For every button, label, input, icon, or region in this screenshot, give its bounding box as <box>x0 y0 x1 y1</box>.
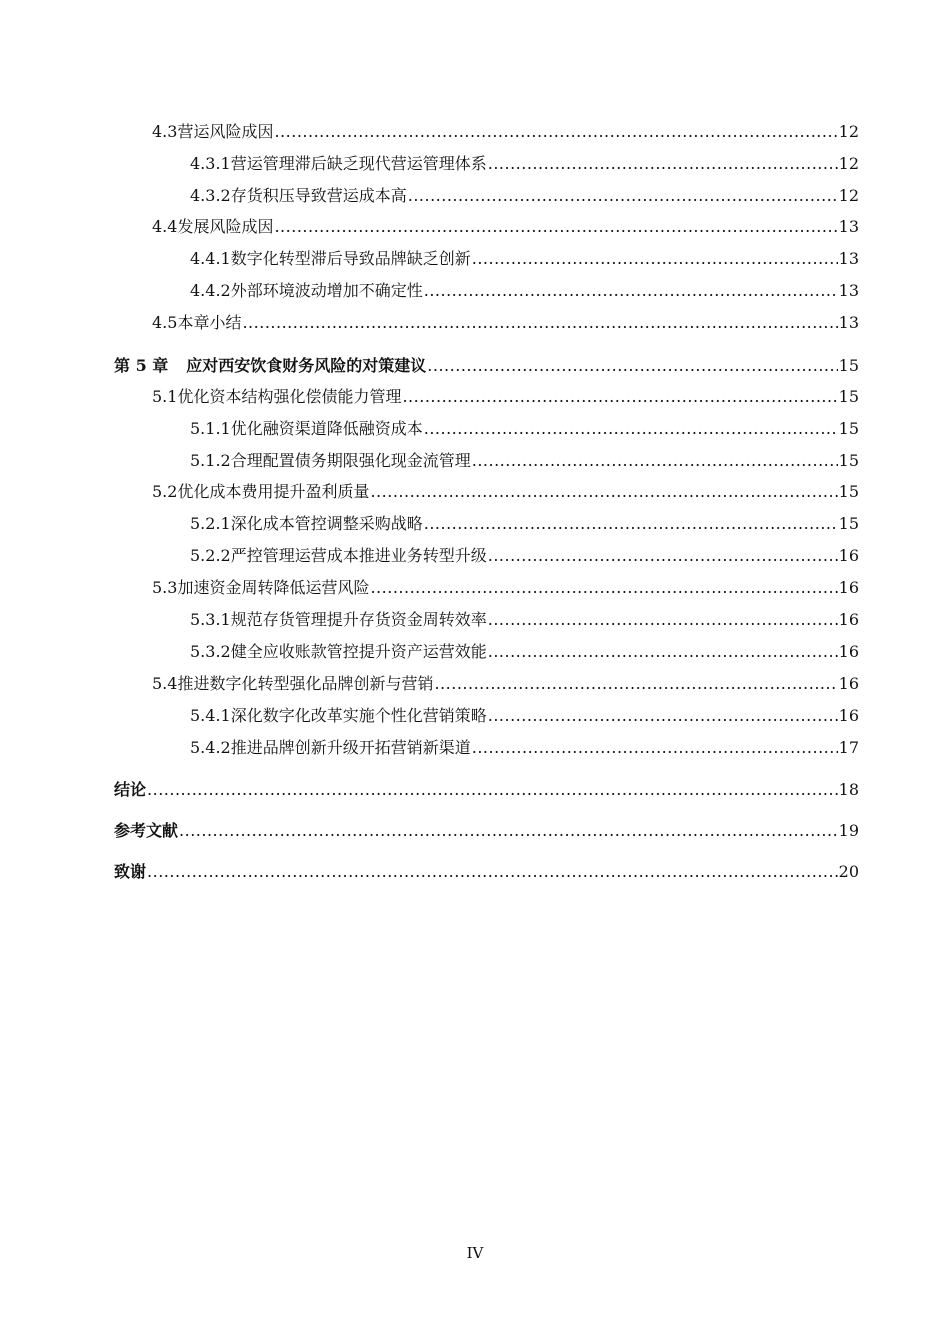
toc-entry-page: 16 <box>838 578 859 597</box>
toc-entry[interactable] <box>114 821 859 841</box>
toc-entry-number: 5.3.2 <box>190 642 231 661</box>
toc-entry-title: 优化融资渠道降低融资成本 <box>230 419 423 438</box>
toc-entry-page: 17 <box>838 738 859 757</box>
dot-leader <box>370 578 837 598</box>
toc-entry[interactable] <box>152 217 859 237</box>
toc-entry[interactable] <box>190 249 859 269</box>
dot-leader <box>242 313 837 333</box>
toc-entry-page: 15 <box>838 451 859 470</box>
toc-entry-number: 5.1.2 <box>190 451 231 470</box>
toc-entry-page: 15 <box>838 419 859 438</box>
toc-entry[interactable] <box>152 674 859 694</box>
toc-entry[interactable] <box>114 356 859 376</box>
toc-entry[interactable] <box>152 578 859 598</box>
dot-leader <box>424 514 838 534</box>
toc-entry-title: 加速资金周转降低运营风险 <box>177 578 370 597</box>
toc-entry-page: 12 <box>838 186 859 205</box>
dot-leader <box>402 387 837 407</box>
toc-entry-title: 规范存货管理提升存货资金周转效率 <box>230 610 487 629</box>
toc-entry-number: 5.2 <box>152 482 178 501</box>
toc-entry-page: 15 <box>838 356 859 375</box>
toc-entry-number: 4.4.2 <box>190 281 231 300</box>
toc-entry-page: 12 <box>838 154 859 173</box>
toc-entry[interactable] <box>190 610 859 630</box>
toc-entry[interactable] <box>190 281 859 301</box>
toc-entry[interactable] <box>190 706 859 726</box>
toc-entry[interactable] <box>190 154 859 174</box>
toc-entry-page: 20 <box>838 862 859 881</box>
toc-entry-title: 严控管理运营成本推进业务转型升级 <box>230 546 487 565</box>
dot-leader <box>472 738 838 758</box>
toc-entry-page: 19 <box>838 821 859 840</box>
dot-leader <box>147 862 838 882</box>
toc-entry[interactable] <box>190 642 859 662</box>
dot-leader <box>488 642 838 662</box>
toc-entry-page: 15 <box>838 482 859 501</box>
toc-entry-title: 深化成本管控调整采购战略 <box>230 514 423 533</box>
toc-entry-title: 健全应收账款管控提升资产运营效能 <box>230 642 487 661</box>
toc-entry-title: 结论 <box>114 780 147 799</box>
toc-entry-number: 5.1.1 <box>190 419 231 438</box>
toc-entry-number: 5.2.1 <box>190 514 231 533</box>
toc-entry[interactable] <box>152 482 859 502</box>
toc-entry-title: 合理配置债务期限强化现金流管理 <box>230 451 471 470</box>
toc-entry[interactable] <box>152 387 859 407</box>
dot-leader <box>274 217 837 237</box>
toc-entry-title: 发展风险成因 <box>177 217 274 236</box>
toc-entry[interactable] <box>114 862 859 882</box>
toc-entry-number: 4.4 <box>152 217 178 236</box>
dot-leader <box>472 249 838 269</box>
dot-leader <box>424 281 838 301</box>
toc-entry-number: 5.4.2 <box>190 738 231 757</box>
toc-entry-title: 存货积压导致营运成本高 <box>230 186 407 205</box>
dot-leader <box>274 122 837 142</box>
toc-entry[interactable] <box>152 313 859 333</box>
toc-entry-page: 18 <box>838 780 859 799</box>
toc-entry-number: 第 5 章 <box>114 356 169 375</box>
toc-entry-title: 致谢 <box>114 862 147 881</box>
toc-entry-page: 16 <box>838 546 859 565</box>
toc-entry[interactable] <box>190 546 859 566</box>
dot-leader <box>179 821 838 841</box>
toc-entry-page: 13 <box>838 313 859 332</box>
dot-leader <box>147 780 838 800</box>
toc-entry[interactable] <box>114 780 859 800</box>
toc-entry-title: 本章小结 <box>177 313 242 332</box>
toc-entry-title: 应对西安饮食财务风险的对策建议 <box>186 356 427 375</box>
toc-entry-title: 推进品牌创新升级开拓营销新渠道 <box>230 738 471 757</box>
toc-entry-page: 13 <box>838 217 859 236</box>
toc-entry-page: 15 <box>838 387 859 406</box>
dot-leader <box>434 674 837 694</box>
toc-entry-number: 4.3 <box>152 122 178 141</box>
toc-entry-title: 参考文献 <box>114 821 179 840</box>
toc-entry-title: 营运管理滞后缺乏现代营运管理体系 <box>230 154 487 173</box>
toc-entry-number: 4.4.1 <box>190 249 231 268</box>
toc-entry[interactable] <box>152 122 859 142</box>
toc-entry[interactable] <box>190 738 859 758</box>
toc-entry-page: 13 <box>838 281 859 300</box>
toc-entry-page: 15 <box>838 514 859 533</box>
toc-entry-page: 16 <box>838 674 859 693</box>
toc-entry-page: 12 <box>838 122 859 141</box>
toc-entry-title: 数字化转型滞后导致品牌缺乏创新 <box>230 249 471 268</box>
toc-entry-title: 推进数字化转型强化品牌创新与营销 <box>177 674 434 693</box>
toc-entry[interactable] <box>190 451 859 471</box>
toc-entry-number: 4.5 <box>152 313 178 332</box>
dot-leader <box>370 482 837 502</box>
dot-leader <box>472 451 838 471</box>
toc-entry-title: 优化资本结构强化偿债能力管理 <box>177 387 402 406</box>
toc-entry[interactable] <box>190 419 859 439</box>
toc-entry-number: 5.2.2 <box>190 546 231 565</box>
toc-entry-number: 5.4.1 <box>190 706 231 725</box>
toc-entry-page: 16 <box>838 610 859 629</box>
dot-leader <box>488 546 838 566</box>
toc-entry-number: 5.3.1 <box>190 610 231 629</box>
dot-leader <box>488 706 838 726</box>
toc-entry-page: 13 <box>838 249 859 268</box>
toc-entry-number: 5.3 <box>152 578 178 597</box>
dot-leader <box>427 356 837 376</box>
toc-entry-number: 4.3.2 <box>190 186 231 205</box>
dot-leader <box>488 610 838 630</box>
toc-entry[interactable] <box>190 514 859 534</box>
toc-entry-number: 5.1 <box>152 387 178 406</box>
toc-entry-page: 16 <box>838 706 859 725</box>
toc-entry-title: 营运风险成因 <box>177 122 274 141</box>
dot-leader <box>488 154 838 174</box>
dot-leader <box>408 186 838 206</box>
toc-entry-title: 优化成本费用提升盈利质量 <box>177 482 370 501</box>
toc-entry-number: 5.4 <box>152 674 178 693</box>
toc-entry-page: 16 <box>838 642 859 661</box>
dot-leader <box>424 419 838 439</box>
toc-entry-title: 外部环境波动增加不确定性 <box>230 281 423 300</box>
toc-entry-number: 4.3.1 <box>190 154 231 173</box>
toc-entry-title: 深化数字化改革实施个性化营销策略 <box>230 706 487 725</box>
page-number: IV <box>466 1244 484 1262</box>
toc-entry[interactable] <box>190 186 859 206</box>
